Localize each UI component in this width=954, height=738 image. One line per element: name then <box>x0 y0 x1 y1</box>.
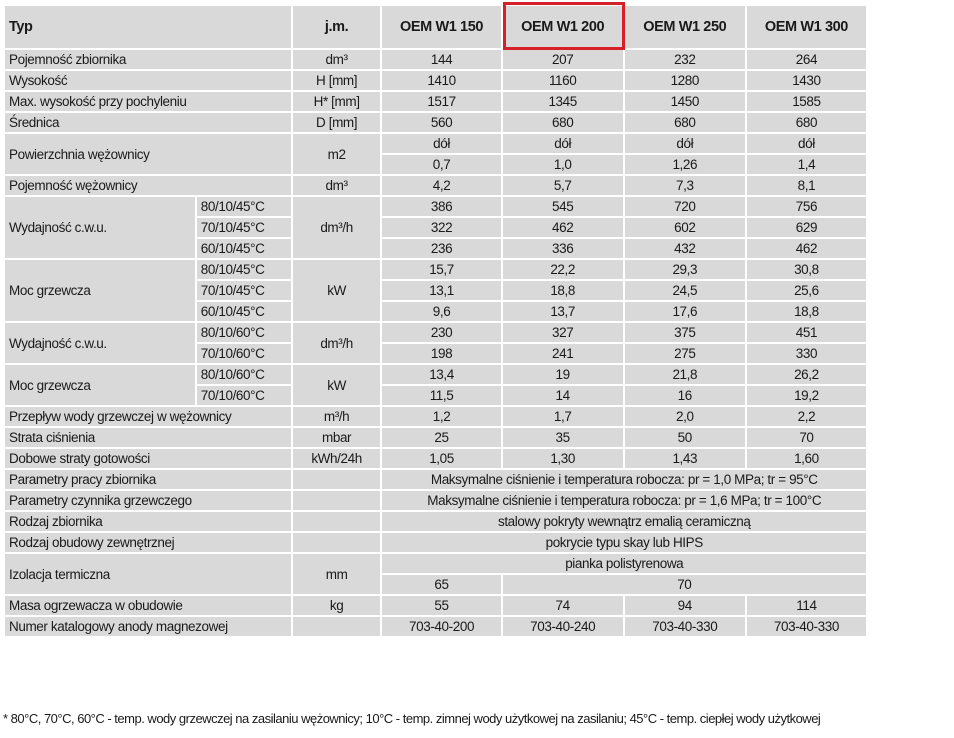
cell: 1430 <box>747 71 866 90</box>
row-unit: H [mm] <box>293 71 381 90</box>
table-row <box>5 407 866 426</box>
row-unit: kg <box>293 596 381 615</box>
cell: 1280 <box>625 71 745 90</box>
cell: dół <box>747 134 866 153</box>
cell: 19 <box>503 365 623 384</box>
cell: 432 <box>625 239 745 258</box>
row-label: Masa ogrzewacza w obudowie <box>5 596 291 615</box>
cell: 720 <box>625 197 745 216</box>
row-condition: 70/10/60°C <box>197 344 291 363</box>
cell: 14 <box>503 386 623 405</box>
cell: 602 <box>625 218 745 237</box>
cell: dół <box>382 134 500 153</box>
row-label: Max. wysokość przy pochyleniu <box>5 92 291 111</box>
cell: 22,2 <box>503 260 623 279</box>
row-unit <box>293 470 381 489</box>
cell: 1,05 <box>382 449 500 468</box>
spanning-cell: Maksymalne ciśnienie i temperatura robocza: pr = 1,6 MPa; tr = 100°C <box>382 491 866 510</box>
spanning-cell: 70 <box>503 575 866 594</box>
cell: 386 <box>382 197 500 216</box>
cell: 7,3 <box>625 176 745 195</box>
cell: 15,7 <box>382 260 500 279</box>
cell: 25 <box>382 428 500 447</box>
row-label: Przepływ wody grzewczej w wężownicy <box>5 407 291 426</box>
table-row <box>5 197 866 216</box>
row-label: Powierzchnia wężownicy <box>5 134 291 174</box>
table-row <box>5 50 866 69</box>
header-model-300: OEM W1 300 <box>747 6 866 48</box>
cell: 680 <box>747 113 866 132</box>
spanning-cell: pianka polistyrenowa <box>382 554 866 573</box>
row-unit: m2 <box>293 134 381 174</box>
cell: 30,8 <box>747 260 866 279</box>
cell: 545 <box>503 197 623 216</box>
footnote: * 80°C, 70°C, 60°C - temp. wody grzewczej na zasilaniu wężownicy; 10°C - temp. zimnej wody użytkowej na zasilaniu; 45°C - temp. ciepłej wody użytkowej <box>3 711 821 726</box>
row-unit: mm <box>293 554 381 594</box>
cell: 275 <box>625 344 745 363</box>
row-condition: 80/10/45°C <box>197 197 291 216</box>
cell: 1345 <box>503 92 623 111</box>
table-row <box>5 176 866 195</box>
header-type: Typ <box>5 6 291 48</box>
cell: 232 <box>625 50 745 69</box>
cell: 65 <box>382 575 500 594</box>
cell: 241 <box>503 344 623 363</box>
table-row <box>5 449 866 468</box>
row-label: Dobowe straty gotowości <box>5 449 291 468</box>
cell: 680 <box>503 113 623 132</box>
cell: 24,5 <box>625 281 745 300</box>
cell: 0,7 <box>382 155 500 174</box>
row-condition: 60/10/45°C <box>197 239 291 258</box>
cell: 1160 <box>503 71 623 90</box>
row-unit: mbar <box>293 428 381 447</box>
cell: 13,1 <box>382 281 500 300</box>
row-condition: 80/10/60°C <box>197 323 291 342</box>
row-unit: dm³/h <box>293 323 381 363</box>
cell: 1,2 <box>382 407 500 426</box>
table-row <box>5 134 866 153</box>
cell: 1,43 <box>625 449 745 468</box>
cell: 94 <box>625 596 745 615</box>
cell: 198 <box>382 344 500 363</box>
row-unit: kWh/24h <box>293 449 381 468</box>
cell: 230 <box>382 323 500 342</box>
row-unit <box>293 533 381 552</box>
row-unit: dm³/h <box>293 197 381 258</box>
cell: 756 <box>747 197 866 216</box>
cell: 74 <box>503 596 623 615</box>
row-label: Parametry pracy zbiornika <box>5 470 291 489</box>
cell: 8,1 <box>747 176 866 195</box>
cell: 5,7 <box>503 176 623 195</box>
row-unit: dm³ <box>293 50 381 69</box>
row-unit: dm³ <box>293 176 381 195</box>
cell: dół <box>503 134 623 153</box>
cell: 11,5 <box>382 386 500 405</box>
cell: 1,0 <box>503 155 623 174</box>
cell: 462 <box>747 239 866 258</box>
row-unit: D [mm] <box>293 113 381 132</box>
row-unit: kW <box>293 260 381 321</box>
header-model-250: OEM W1 250 <box>625 6 745 48</box>
table-row <box>5 71 866 90</box>
table-row <box>5 92 866 111</box>
cell: 25,6 <box>747 281 866 300</box>
cell: 17,6 <box>625 302 745 321</box>
table-row <box>5 554 866 573</box>
row-condition: 70/10/60°C <box>197 386 291 405</box>
cell: 1517 <box>382 92 500 111</box>
row-unit: m³/h <box>293 407 381 426</box>
cell: 9,6 <box>382 302 500 321</box>
row-label: Wydajność c.w.u. <box>5 197 195 258</box>
row-label: Izolacja termiczna <box>5 554 291 594</box>
row-label: Wysokość <box>5 71 291 90</box>
cell: 2,2 <box>747 407 866 426</box>
row-unit <box>293 491 381 510</box>
row-label: Pojemność wężownicy <box>5 176 291 195</box>
header-row <box>5 6 866 48</box>
row-condition: 80/10/60°C <box>197 365 291 384</box>
cell: 18,8 <box>747 302 866 321</box>
header-model-200: OEM W1 200 <box>503 6 623 48</box>
cell: 114 <box>747 596 866 615</box>
table-row <box>5 260 866 279</box>
cell: 29,3 <box>625 260 745 279</box>
table-row <box>5 323 866 342</box>
cell: 55 <box>382 596 500 615</box>
row-condition: 80/10/45°C <box>197 260 291 279</box>
cell: 207 <box>503 50 623 69</box>
cell: 1,4 <box>747 155 866 174</box>
cell: 13,7 <box>503 302 623 321</box>
table-row <box>5 113 866 132</box>
cell: 1,7 <box>503 407 623 426</box>
cell: 2,0 <box>625 407 745 426</box>
cell: dół <box>625 134 745 153</box>
cell: 236 <box>382 239 500 258</box>
row-condition: 70/10/45°C <box>197 281 291 300</box>
cell: 13,4 <box>382 365 500 384</box>
cell: 703-40-330 <box>747 617 866 636</box>
row-label: Pojemność zbiornika <box>5 50 291 69</box>
cell: 16 <box>625 386 745 405</box>
cell: 50 <box>625 428 745 447</box>
spanning-cell: pokrycie typu skay lub HIPS <box>382 533 866 552</box>
specification-table <box>3 4 868 638</box>
row-label: Parametry czynnika grzewczego <box>5 491 291 510</box>
table-row <box>5 365 866 384</box>
cell: 19,2 <box>747 386 866 405</box>
cell: 35 <box>503 428 623 447</box>
cell: 144 <box>382 50 500 69</box>
row-label: Moc grzewcza <box>5 365 195 405</box>
row-label: Moc grzewcza <box>5 260 195 321</box>
row-label: Strata ciśnienia <box>5 428 291 447</box>
row-label: Numer katalogowy anody magnezowej <box>5 617 291 636</box>
row-unit: kW <box>293 365 381 405</box>
cell: 703-40-200 <box>382 617 500 636</box>
cell: 330 <box>747 344 866 363</box>
table-row <box>5 533 866 552</box>
table-row <box>5 428 866 447</box>
row-condition: 60/10/45°C <box>197 302 291 321</box>
table-row <box>5 491 866 510</box>
row-label: Średnica <box>5 113 291 132</box>
cell: 375 <box>625 323 745 342</box>
table-row <box>5 596 866 615</box>
row-unit <box>293 512 381 531</box>
cell: 1,26 <box>625 155 745 174</box>
cell: 21,8 <box>625 365 745 384</box>
header-model-150: OEM W1 150 <box>382 6 500 48</box>
cell: 462 <box>503 218 623 237</box>
cell: 451 <box>747 323 866 342</box>
cell: 336 <box>503 239 623 258</box>
spanning-cell: stalowy pokryty wewnątrz emalią ceramiczną <box>382 512 866 531</box>
row-condition: 70/10/45°C <box>197 218 291 237</box>
cell: 560 <box>382 113 500 132</box>
cell: 1585 <box>747 92 866 111</box>
row-unit: H* [mm] <box>293 92 381 111</box>
cell: 1450 <box>625 92 745 111</box>
cell: 680 <box>625 113 745 132</box>
cell: 1410 <box>382 71 500 90</box>
cell: 70 <box>747 428 866 447</box>
table-row <box>5 470 866 489</box>
cell: 1,60 <box>747 449 866 468</box>
cell: 18,8 <box>503 281 623 300</box>
cell: 703-40-240 <box>503 617 623 636</box>
row-label: Rodzaj zbiornika <box>5 512 291 531</box>
table-row <box>5 512 866 531</box>
cell: 26,2 <box>747 365 866 384</box>
cell: 327 <box>503 323 623 342</box>
cell: 703-40-330 <box>625 617 745 636</box>
row-label: Wydajność c.w.u. <box>5 323 195 363</box>
table-row <box>5 617 866 636</box>
spanning-cell: Maksymalne ciśnienie i temperatura robocza: pr = 1,0 MPa; tr = 95°C <box>382 470 866 489</box>
cell: 264 <box>747 50 866 69</box>
row-label: Rodzaj obudowy zewnętrznej <box>5 533 291 552</box>
cell: 322 <box>382 218 500 237</box>
cell: 4,2 <box>382 176 500 195</box>
cell: 629 <box>747 218 866 237</box>
row-unit <box>293 617 381 636</box>
cell: 1,30 <box>503 449 623 468</box>
header-unit: j.m. <box>293 6 381 48</box>
